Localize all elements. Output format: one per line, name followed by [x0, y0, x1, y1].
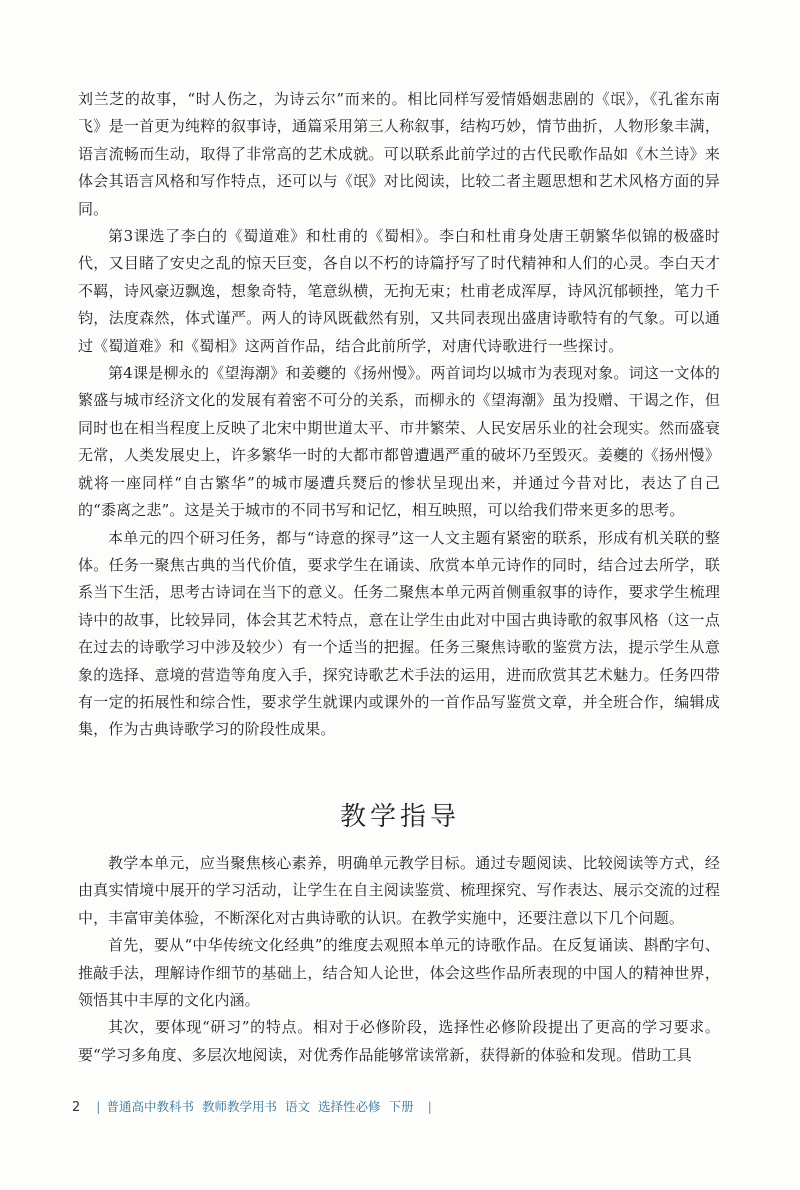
- paragraph-tasks: 本单元的四个研习任务，都与“诗意的探寻”这一人文主题有紧密的联系，形成有机关联的整体。任务一聚焦古典的当代价值，要求学生在诵读、欣赏本单元诗作的同时，结合过去所学，联系当下生活，思考古诗词在当下的意义。任务二聚焦本单元两首侧重叙事的诗作，要求学生梳理诗中的故事，比较异同，体会其艺术特点，意在让学生由此对中国古典诗歌的叙事风格（这一点在过去的诗歌学习中涉及较少）有一个适当的把握。任务三聚焦诗歌的鉴赏方法，提示学生从意象的选择、意境的营造等角度入手，探究诗歌艺术手法的运用，进而欣赏其艺术魅力。任务四带有一定的拓展性和综合性，要求学生就课内或课外的一首作品写鉴赏文章，并全班合作，编辑成集，作为古典诗歌学习的阶段性成果。: [78, 528, 720, 739]
- paragraph-lesson-3: 第3课选了李白的《蜀道难》和杜甫的《蜀相》。李白和杜甫身处唐王朝繁华似锦的极盛时代，又目睹了安史之乱的惊天巨变，各自以不朽的诗篇抒写了时代精神和人们的心灵。李白天才不羁，诗风豪迈飘逸，想象奇特，笔意纵横，无拘无束；杜甫老成浑厚，诗风沉郁顿挫，笔力千钧，法度森然，体式谨严。两人的诗风既截然有别，又共同表现出盛唐诗歌特有的气象。可以通过《蜀道难》和《蜀相》这两首作品，结合此前所学，对唐代诗歌进行一些探讨。: [78, 227, 720, 355]
- paragraph-second-point: 其次，要体现“研习”的特点。相对于必修阶段，选择性必修阶段提出了更高的学习要求。要“学习多角度、多层次地阅读，对优秀作品能够常读常新，获得新的体验和发现。借助工具: [78, 1018, 720, 1064]
- footer-divider: |: [96, 1099, 101, 1114]
- footer-book-type: 教师教学用书: [202, 1099, 278, 1114]
- footer-volume: 下册: [388, 1099, 414, 1114]
- teaching-guide-text-block: [78, 850, 720, 1069]
- footer-course: 选择性必修: [318, 1099, 381, 1114]
- section-heading-teaching-guide: 教学指导: [339, 802, 460, 832]
- page-footer: [72, 1097, 438, 1115]
- footer-subject: 语文: [285, 1099, 311, 1114]
- page-number: 2: [72, 1100, 81, 1115]
- intro-text-block: [78, 86, 720, 744]
- footer-series: 普通高中教科书: [106, 1099, 195, 1114]
- paragraph-lesson-4: 第4课是柳永的《望海潮》和姜夔的《扬州慢》。两首词均以城市为表现对象。词这一文体的繁盛与城市经济文化的发展有着密不可分的关系，而柳永的《望海潮》虽为投赠、干谒之作，但同时也在相当程度上反映了北宋中期世道太平、市井繁荣、人民安居乐业的社会现实。然而盛衰无常，人类发展史上，许多繁华一时的大都市都曾遭遇严重的破坏乃至毁灭。姜夔的《扬州慢》就将一座同样“自古繁华”的城市屡遭兵燹后的惨状呈现出来，并通过今昔对比，表达了自己的“黍离之悲”。这是关于城市的不同书写和记忆，相互映照，可以给我们带来更多的思考。: [78, 364, 720, 520]
- footer-divider-end: |: [427, 1099, 432, 1114]
- paragraph-first-point: 首先，要从“中华传统文化经典”的维度去观照本单元的诗歌作品。在反复诵读、斟酌字句、推敲手法，理解诗作细节的基础上，结合知人论世，体会这些作品所表现的中国人的精神世界，领悟其中丰厚的文化内涵。: [78, 936, 720, 1010]
- paragraph-guide-intro: 教学本单元，应当聚焦核心素养，明确单元教学目标。通过专题阅读、比较阅读等方式，经由真实情境中展开的学习活动，让学生在自主阅读鉴赏、梳理探究、写作表达、展示交流的过程中，丰富审美体验，不断深化对古典诗歌的认识。在教学实施中，还要注意以下几个问题。: [78, 854, 720, 927]
- paragraph-kongque: 刘兰芝的故事，“时人伤之，为诗云尔”而来的。相比同样写爱情婚姻悲剧的《氓》，《孔雀东南飞》是一首更为纯粹的叙事诗，通篇采用第三人称叙事，结构巧妙，情节曲折，人物形象丰满，语言流畅而生动，取得了非常高的艺术成就。可以联系此前学过的古代民歌作品如《木兰诗》来体会其语言风格和写作特点，还可以与《氓》对比阅读，比较二者主题思想和艺术风格方面的异同。: [78, 90, 720, 218]
